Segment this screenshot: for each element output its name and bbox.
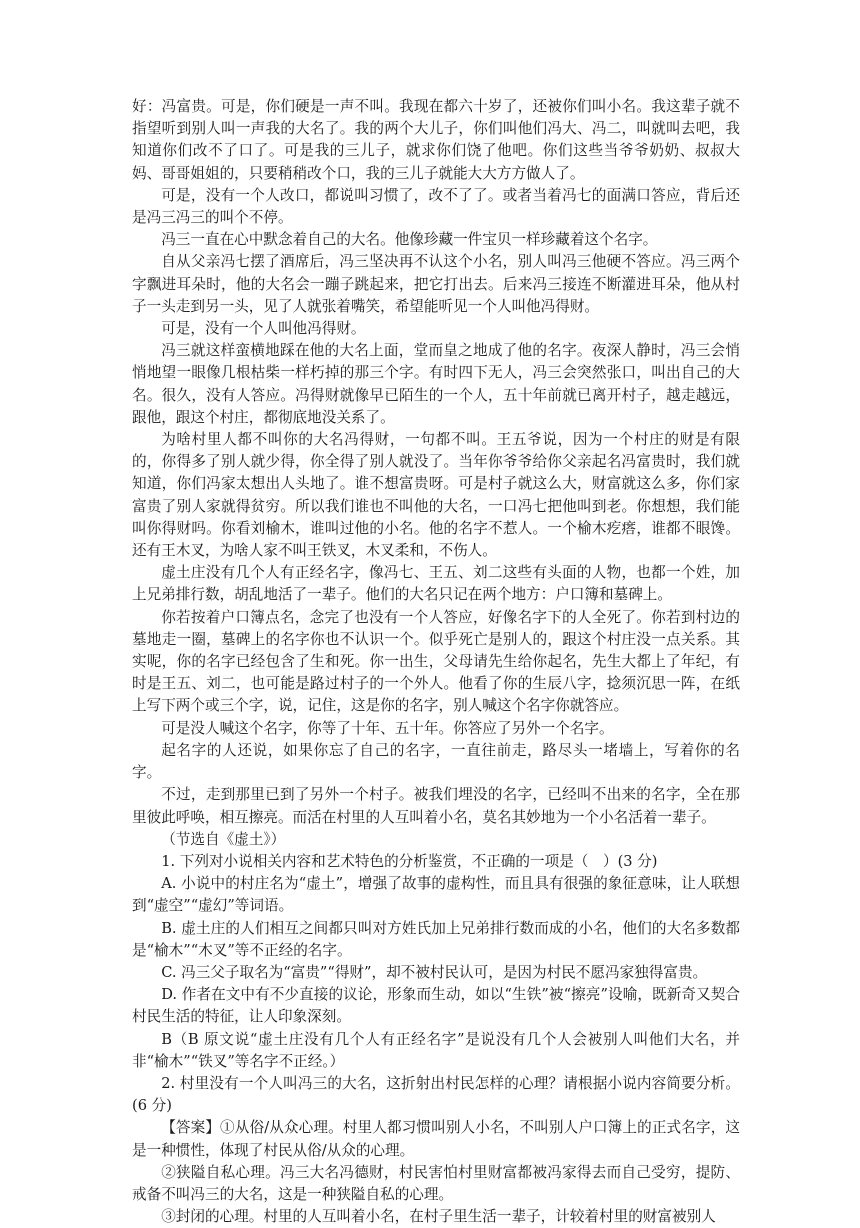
option-c: C. 冯三父子取名为“富贵”“得财”，却不被村民认可，是因为村民不愿冯家独得富贵。 [161,963,708,981]
paragraph-8: 虚土庄没有几个人有正经名字，像冯七、王五、刘二这些有头面的人物，也都一个姓，加上兄弟排行数，胡乱地活了一辈子。他们的大名只记在两个地方：户口簿和墓碑上。 [132,564,740,604]
source-note: （节选自《虚土》） [161,830,286,848]
question-2: 2. 村里没有一个人叫冯三的大名，这折射出村民怎样的心理？请根据小说内容简要分析。(6 分) [132,1074,740,1115]
paragraph-4: 自从父亲冯七摆了酒席后，冯三坚决再不认这个小名，别人叫冯三他硬不答应。冯三两个字飘进耳朵时，他的大名会一蹦子跳起来，把它打出去。后来冯三接连不断灌进耳朵，他从村子一头走到另一头，见了人就张着嘴笑，希望能听见一个人叫他冯得财。 [132,253,740,315]
option-a: A. 小说中的村庄名为“虚土”，增强了故事的虚构性，而且具有很强的象征意味，让人联想到“虚空”“虚幻”等词语。 [132,875,740,915]
paragraph-10: 可是没人喊这个名字，你等了十年、五十年。你答应了另外一个名字。 [161,719,614,737]
answer-2-point-2: ②狭隘自私心理。冯三大名冯德财，村民害怕村里财富都被冯家得去而自己受穷，提防、戒备不叫冯三的大名，这是一种狭隘自私的心理。 [132,1163,740,1203]
paragraph-11: 起名字的人还说，如果你忘了自己的名字，一直往前走，路尽头一堵墙上，写着你的名字。 [132,741,740,782]
paragraph-2: 可是，没有一个人改口，都说叫习惯了，改不了了。或者当着冯七的面满口答应，背后还是冯三冯三的叫个不停。 [132,186,740,227]
paragraph-6: 冯三就这样蛮横地踩在他的大名上面，堂而皇之地成了他的名字。夜深人静时，冯三会悄悄地望一眼像几根枯柴一样朽掉的那三个字。有时四下无人，冯三会突然张口，叫出自己的大名。很久，没有人答应。冯得财就像早已陌生的一个人，五十年前就已离开村子，越走越远，跟他，跟这个村庄，都彻底地没关系了。 [132,342,740,426]
option-d: D. 作者在文中有不少直接的议论，形象而生动，如以“生铁”被“擦亮”设喻，既新奇又契合村民生活的特征，让人印象深刻。 [132,986,740,1026]
paragraph-5: 可是，没有一个人叫他冯得财。 [161,320,366,338]
paragraph-3: 冯三一直在心中默念着自己的大名。他像珍藏一件宝贝一样珍藏着这个名字。 [161,231,658,249]
question-1: 1. 下列对小说相关内容和艺术特色的分析鉴赏，不正确的一项是（ ）(3 分) [161,852,658,870]
document-page [132,96,740,1228]
paragraph-12: 不过，走到那里已到了另外一个村子。被我们埋没的名字，已经叫不出来的名字，全在那里彼此呼唤，相互擦亮。而活在村里的人互叫着小名，莫名其妙地为一个小名活着一辈子。 [132,786,740,826]
option-b: B. 虚土庄的人们相互之间都只叫对方姓氏加上兄弟排行数而成的小名，他们的大名多数都是“榆木”“木叉”等不正经的名字。 [132,919,740,959]
paragraph-1: 好：冯富贵。可是，你们硬是一声不叫。我现在都六十岁了，还被你们叫小名。我这辈子就不指望听到别人叫一声我的大名了。我的两个大儿子，你们叫他们冯大、冯二，叫就叫去吧，我知道你们改不了口了。可是我的三儿子，就求你们饶了他吧。你们这些当爷爷奶奶、叔叔大妈、哥哥姐姐的，只要稍稍改个口，我的三儿子就能大大方方做人了。 [132,98,740,182]
paragraph-9: 你若按着户口簿点名，念完了也没有一个人答应，好像名字下的人全死了。你若到村边的墓地走一圈，墓碑上的名字你也不认识一个。似乎死亡是别人的，跟这个村庄没一点关系。其实呢，你的名字已经包含了生和死。你一出生，父母请先生给你起名，先生大都上了年纪，有时是王五、刘二，也可能是路过村子的一个外人。他看了你的生辰八字，捻须沉思一阵，在纸上写下两个或三个字，说，记住，这是你的名字，别人喊这个名字你就答应。 [132,608,740,715]
answer-1: B（B 原文说“虚土庄没有几个人有正经名字”是说没有几个人会被别人叫他们大名，并非“榆木”“铁叉”等名字不正经。） [132,1030,740,1070]
answer-2-point-1: 【答案】①从俗/从众心理。村里人都习惯叫别人小名，不叫别人户口簿上的正式名字，这是一种惯性，体现了村民从俗/从众的心理。 [132,1119,740,1159]
answer-2-point-3: ③封闭的心理。村里的人互叫着小名，在村子里生活一辈子，计较着村里的财富被别人 [161,1208,716,1226]
paragraph-7: 为啥村里人都不叫你的大名冯得财，一句都不叫。王五爷说，因为一个村庄的财是有限的，你得多了别人就少得，你全得了别人就没了。当年你爷爷给你父亲起名冯富贵时，我们就知道，你们冯家太想出人头地了。谁不想富贵呀。可是村子就这么大，财富就这么多，你们家富贵了别人家就得贫穷。所以我们谁也不叫他的大名，一口冯七把他叫到老。你想想，我们能叫你得财吗。你看刘榆木，谁叫过他的小名。他的名字不惹人。一个榆木疙瘩，谁都不眼馋。还有王木叉，为啥人家不叫王铁叉，木叉柔和，不伤人。 [132,431,740,560]
